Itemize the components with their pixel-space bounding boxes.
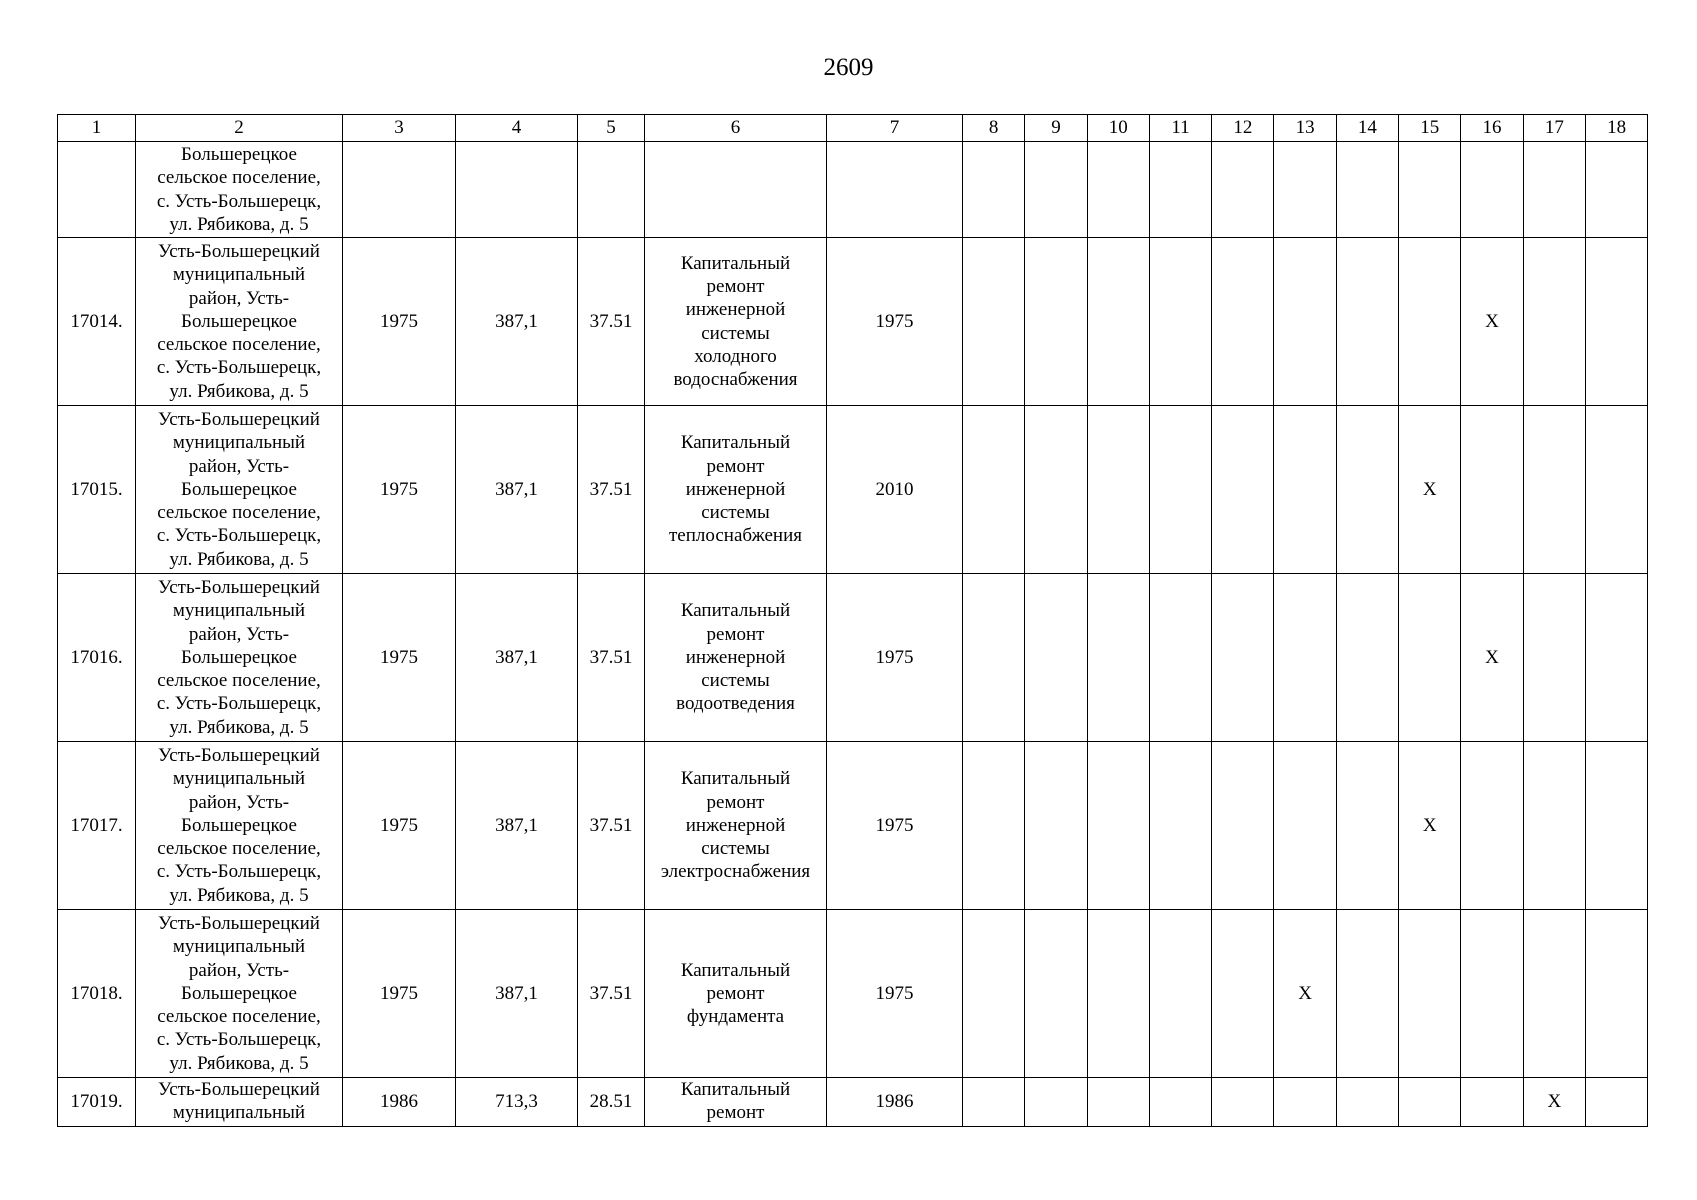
cell-empty bbox=[456, 142, 578, 238]
cell-empty bbox=[1212, 1078, 1274, 1127]
column-number: 2 bbox=[136, 115, 343, 142]
work-line: холодного bbox=[694, 345, 777, 367]
cell-empty bbox=[1336, 406, 1398, 574]
work-line: Капитальный bbox=[680, 252, 791, 274]
cell-mark bbox=[1461, 574, 1523, 742]
cell-work-type bbox=[645, 1078, 827, 1127]
cell-empty bbox=[1212, 742, 1274, 910]
cell-work-type bbox=[645, 910, 827, 1078]
cell-empty bbox=[1087, 574, 1149, 742]
cell-empty bbox=[1585, 406, 1647, 574]
cell-year-last: 1975 bbox=[827, 910, 963, 1078]
column-number: 11 bbox=[1149, 115, 1211, 142]
cell-empty bbox=[1585, 910, 1647, 1078]
work-line: ремонт bbox=[706, 791, 765, 813]
cell-empty bbox=[827, 142, 963, 238]
cell-address bbox=[136, 142, 343, 238]
cell-address bbox=[136, 574, 343, 742]
cell-empty bbox=[1025, 574, 1087, 742]
address-line: Усть-Большерецкий bbox=[158, 241, 320, 263]
cell-empty bbox=[1461, 910, 1523, 1078]
cell-empty bbox=[645, 142, 827, 238]
table-row bbox=[58, 406, 1648, 574]
cell-empty bbox=[1087, 1078, 1149, 1127]
cell-num: 17019. bbox=[58, 1078, 136, 1127]
cell-empty bbox=[963, 406, 1025, 574]
address-line: с. Усть-Большерецк, bbox=[156, 357, 322, 379]
cell-empty bbox=[1274, 406, 1336, 574]
table-row bbox=[58, 1078, 1648, 1127]
cell-empty bbox=[1149, 142, 1211, 238]
cell-empty bbox=[1585, 742, 1647, 910]
work-line: системы bbox=[701, 322, 770, 344]
cell-empty bbox=[1087, 142, 1149, 238]
address-line: Усть-Большерецкий bbox=[158, 913, 320, 935]
cell-address bbox=[136, 742, 343, 910]
column-number: 14 bbox=[1336, 115, 1398, 142]
cell-area: 713,3 bbox=[456, 1078, 578, 1127]
column-number: 6 bbox=[645, 115, 827, 142]
column-number: 15 bbox=[1399, 115, 1461, 142]
cell-empty bbox=[343, 142, 456, 238]
address-line: муниципальный bbox=[172, 600, 306, 622]
cell-num: 17016. bbox=[58, 574, 136, 742]
cell-mark bbox=[1399, 742, 1461, 910]
cell-work-type bbox=[645, 406, 827, 574]
cell-mark bbox=[1523, 1078, 1585, 1127]
cell-empty bbox=[1523, 238, 1585, 406]
cell-empty bbox=[963, 142, 1025, 238]
cell-empty bbox=[1025, 742, 1087, 910]
continuation-row bbox=[58, 142, 1648, 238]
cell-empty bbox=[1585, 142, 1647, 238]
cell-empty bbox=[1336, 742, 1398, 910]
cell-empty bbox=[1025, 406, 1087, 574]
cell-empty bbox=[963, 238, 1025, 406]
cell-empty bbox=[1585, 238, 1647, 406]
work-line: Капитальный bbox=[680, 1079, 791, 1100]
address-line: район, Усть- bbox=[188, 455, 290, 477]
cell-code: 37.51 bbox=[578, 574, 645, 742]
cell-empty bbox=[963, 910, 1025, 1078]
cell-empty bbox=[1149, 406, 1211, 574]
cell-work-type bbox=[645, 238, 827, 406]
cell-empty bbox=[1274, 1078, 1336, 1127]
cell-empty bbox=[1523, 142, 1585, 238]
column-number-row bbox=[58, 115, 1648, 142]
cell-empty bbox=[1523, 910, 1585, 1078]
cell-empty bbox=[1399, 142, 1461, 238]
work-line: Капитальный bbox=[680, 432, 791, 454]
address-line: район, Усть- bbox=[188, 959, 290, 981]
cell-num: 17017. bbox=[58, 742, 136, 910]
column-number: 13 bbox=[1274, 115, 1336, 142]
cell-area: 387,1 bbox=[456, 742, 578, 910]
cell-empty bbox=[1087, 742, 1149, 910]
column-number: 1 bbox=[58, 115, 136, 142]
cell-year-last: 1986 bbox=[827, 1078, 963, 1127]
cell-empty bbox=[1461, 1078, 1523, 1127]
cell-address bbox=[136, 406, 343, 574]
cell-empty bbox=[1399, 238, 1461, 406]
cell-empty bbox=[1149, 910, 1211, 1078]
cell-empty bbox=[1336, 142, 1398, 238]
cell-empty bbox=[1461, 142, 1523, 238]
address-line: Большерецкое bbox=[181, 982, 297, 1004]
cell-empty bbox=[1274, 238, 1336, 406]
cell-mark bbox=[1461, 238, 1523, 406]
cell-area: 387,1 bbox=[456, 910, 578, 1078]
work-line: Капитальный bbox=[680, 768, 791, 790]
cell-address bbox=[136, 238, 343, 406]
work-line: водоснабжения bbox=[673, 368, 798, 390]
address-line: район, Усть- bbox=[188, 623, 290, 645]
address-line: ул. Рябикова, д. 5 bbox=[169, 1052, 309, 1074]
cell-work-type bbox=[645, 742, 827, 910]
table-row bbox=[58, 742, 1648, 910]
cell-year-built: 1975 bbox=[343, 574, 456, 742]
address-line: ул. Рябикова, д. 5 bbox=[169, 380, 309, 402]
address-line: Усть-Большерецкий bbox=[158, 745, 320, 767]
cell-empty bbox=[1399, 574, 1461, 742]
address-line: район, Усть- bbox=[188, 791, 290, 813]
x-mark: X bbox=[1422, 814, 1437, 836]
address-line: муниципальный bbox=[172, 936, 306, 958]
cell-empty bbox=[963, 574, 1025, 742]
address-line: Большерецкое bbox=[181, 646, 297, 668]
cell-empty bbox=[1274, 742, 1336, 910]
cell-work-type bbox=[645, 574, 827, 742]
address-line: сельское поселение, bbox=[157, 502, 321, 524]
table-row bbox=[58, 910, 1648, 1078]
cell-empty bbox=[1399, 1078, 1461, 1127]
cell-empty bbox=[1149, 574, 1211, 742]
work-line: ремонт bbox=[706, 1102, 765, 1124]
cell-empty bbox=[1212, 574, 1274, 742]
cell-year-last: 2010 bbox=[827, 406, 963, 574]
column-number: 3 bbox=[343, 115, 456, 142]
cell-year-last: 1975 bbox=[827, 742, 963, 910]
address-line: с. Усть-Большерецк, bbox=[156, 190, 322, 212]
work-line: инженерной bbox=[685, 299, 786, 321]
cell-empty bbox=[1336, 574, 1398, 742]
work-line: системы bbox=[701, 502, 770, 524]
x-mark: X bbox=[1298, 982, 1312, 1004]
cell-empty bbox=[1585, 1078, 1647, 1127]
address-line: ул. Рябикова, д. 5 bbox=[169, 548, 309, 570]
address-line: ул. Рябикова, д. 5 bbox=[169, 884, 309, 906]
work-line: ремонт bbox=[706, 276, 765, 298]
cell-code: 37.51 bbox=[578, 406, 645, 574]
address-line: с. Усть-Большерецк, bbox=[156, 861, 322, 883]
cell-empty bbox=[1025, 910, 1087, 1078]
cell-empty bbox=[1025, 142, 1087, 238]
column-number: 8 bbox=[963, 115, 1025, 142]
cell-empty bbox=[578, 142, 645, 238]
cell-address bbox=[136, 910, 343, 1078]
register-table bbox=[57, 114, 1648, 1127]
work-line: электроснабжения bbox=[660, 861, 811, 883]
cell-empty bbox=[1212, 406, 1274, 574]
column-number: 4 bbox=[456, 115, 578, 142]
cell-empty bbox=[1025, 1078, 1087, 1127]
address-line: Усть-Большерецкий bbox=[158, 409, 320, 431]
cell-area: 387,1 bbox=[456, 406, 578, 574]
cell-num: 17014. bbox=[58, 238, 136, 406]
address-line: Большерецкое bbox=[181, 814, 297, 836]
work-line: Капитальный bbox=[680, 600, 791, 622]
cell-empty bbox=[1461, 406, 1523, 574]
cell-code: 28.51 bbox=[578, 1078, 645, 1127]
cell-empty bbox=[1461, 742, 1523, 910]
address-line: сельское поселение, bbox=[157, 1006, 321, 1028]
column-number: 16 bbox=[1461, 115, 1523, 142]
work-line: инженерной bbox=[685, 646, 786, 668]
cell-year-built: 1975 bbox=[343, 742, 456, 910]
x-mark: X bbox=[1547, 1091, 1562, 1113]
address-line: муниципальный bbox=[172, 264, 306, 286]
cell-empty bbox=[1087, 406, 1149, 574]
cell-empty bbox=[1149, 238, 1211, 406]
cell-empty bbox=[1212, 238, 1274, 406]
table-row bbox=[58, 238, 1648, 406]
address-line: муниципальный bbox=[172, 1102, 306, 1124]
cell-empty bbox=[1399, 910, 1461, 1078]
address-line: с. Усть-Большерецк, bbox=[156, 1029, 322, 1051]
column-number: 9 bbox=[1025, 115, 1087, 142]
address-line: с. Усть-Большерецк, bbox=[156, 693, 322, 715]
cell-year-built: 1975 bbox=[343, 406, 456, 574]
cell-empty bbox=[1212, 142, 1274, 238]
column-number: 7 bbox=[827, 115, 963, 142]
address-line: Большерецкое bbox=[181, 310, 297, 332]
cell-address bbox=[136, 1078, 343, 1127]
x-mark: X bbox=[1485, 646, 1499, 668]
work-line: ремонт bbox=[706, 623, 765, 645]
cell-num bbox=[58, 142, 136, 238]
cell-empty bbox=[1336, 910, 1398, 1078]
address-line: Усть-Большерецкий bbox=[158, 1079, 320, 1100]
work-line: системы bbox=[701, 838, 770, 860]
cell-empty bbox=[1523, 406, 1585, 574]
cell-year-last: 1975 bbox=[827, 238, 963, 406]
address-line: сельское поселение, bbox=[157, 167, 321, 189]
cell-empty bbox=[1336, 1078, 1398, 1127]
address-line: ул. Рябикова, д. 5 bbox=[169, 213, 309, 235]
cell-mark bbox=[1399, 406, 1461, 574]
cell-code: 37.51 bbox=[578, 238, 645, 406]
cell-num: 17018. bbox=[58, 910, 136, 1078]
column-number: 12 bbox=[1212, 115, 1274, 142]
work-line: ремонт bbox=[706, 455, 765, 477]
cell-empty bbox=[1585, 574, 1647, 742]
address-line: сельское поселение, bbox=[157, 670, 321, 692]
work-line: системы bbox=[701, 670, 770, 692]
cell-year-built: 1975 bbox=[343, 910, 456, 1078]
address-line: район, Усть- bbox=[188, 287, 290, 309]
cell-empty bbox=[1149, 742, 1211, 910]
column-number: 18 bbox=[1585, 115, 1647, 142]
cell-empty bbox=[1274, 574, 1336, 742]
work-line: инженерной bbox=[685, 814, 786, 836]
cell-empty bbox=[1336, 238, 1398, 406]
cell-empty bbox=[1025, 238, 1087, 406]
address-line: Большерецкое bbox=[181, 144, 297, 166]
work-line: ремонт bbox=[706, 982, 765, 1004]
address-line: муниципальный bbox=[172, 432, 306, 454]
cell-empty bbox=[1212, 910, 1274, 1078]
page-number: 2609 bbox=[823, 54, 874, 81]
cell-empty bbox=[1149, 1078, 1211, 1127]
work-line: теплоснабжения bbox=[669, 525, 802, 547]
cell-year-built: 1975 bbox=[343, 238, 456, 406]
cell-area: 387,1 bbox=[456, 238, 578, 406]
address-line: муниципальный bbox=[172, 768, 306, 790]
cell-code: 37.51 bbox=[578, 742, 645, 910]
work-line: фундамента bbox=[686, 1006, 785, 1028]
cell-empty bbox=[1523, 742, 1585, 910]
cell-year-built: 1986 bbox=[343, 1078, 456, 1127]
address-line: Большерецкое bbox=[181, 478, 297, 500]
work-line: Капитальный bbox=[680, 959, 791, 981]
address-line: ул. Рябикова, д. 5 bbox=[169, 716, 309, 738]
table-row bbox=[58, 574, 1648, 742]
address-line: Усть-Большерецкий bbox=[158, 577, 320, 599]
cell-year-last: 1975 bbox=[827, 574, 963, 742]
x-mark: X bbox=[1422, 478, 1437, 500]
column-number: 5 bbox=[578, 115, 645, 142]
cell-empty bbox=[1087, 910, 1149, 1078]
cell-empty bbox=[1274, 142, 1336, 238]
column-number: 17 bbox=[1523, 115, 1585, 142]
x-mark: X bbox=[1485, 310, 1499, 332]
cell-code: 37.51 bbox=[578, 910, 645, 1078]
work-line: инженерной bbox=[685, 478, 786, 500]
cell-empty bbox=[963, 1078, 1025, 1127]
cell-empty bbox=[963, 742, 1025, 910]
cell-empty bbox=[1523, 574, 1585, 742]
cell-area: 387,1 bbox=[456, 574, 578, 742]
table-body bbox=[58, 115, 1648, 1127]
address-line: сельское поселение, bbox=[157, 838, 321, 860]
work-line: водоотведения bbox=[676, 693, 795, 715]
column-number: 10 bbox=[1087, 115, 1149, 142]
address-line: с. Усть-Большерецк, bbox=[156, 525, 322, 547]
address-line: сельское поселение, bbox=[157, 334, 321, 356]
cell-empty bbox=[1087, 238, 1149, 406]
cell-mark bbox=[1274, 910, 1336, 1078]
cell-num: 17015. bbox=[58, 406, 136, 574]
